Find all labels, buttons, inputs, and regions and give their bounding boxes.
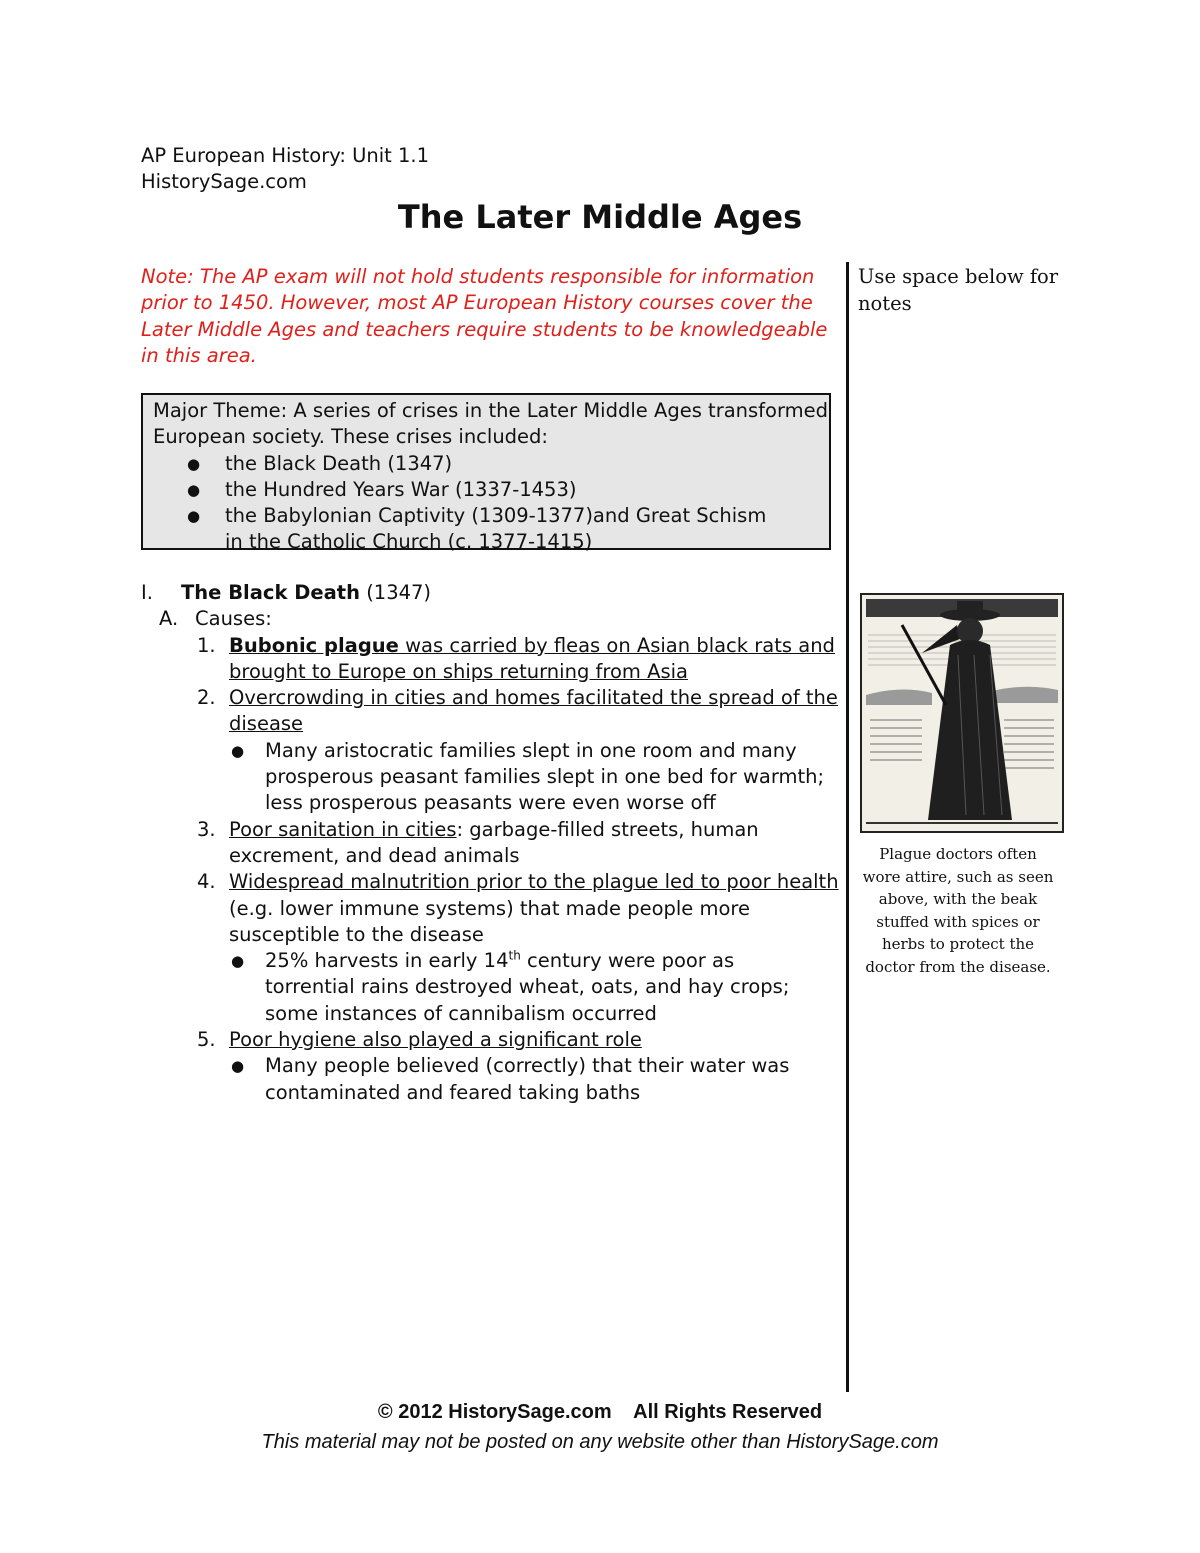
cause-rest: (e.g. lower immune systems) that made people more susceptible to the disease: [229, 896, 750, 946]
list-item: ● the Hundred Years War (1337-1453): [153, 477, 829, 503]
section-title: The Black Death: [181, 581, 360, 604]
list-item: [141, 738, 825, 817]
course-line: AP European History: Unit 1.1: [141, 144, 430, 167]
subsection-title: Causes:: [195, 607, 272, 631]
outline: [141, 580, 841, 1106]
section-number: I.: [141, 581, 153, 604]
theme-intro: Major Theme: A series of crises in the Later Middle Ages transformed European society. These crises included:: [153, 399, 829, 449]
cause-detail: Many aristocratic families slept in one room and many prosperous peasant families slept in one bed for warmth; less prosperous peasants were even worse off: [265, 738, 825, 815]
bullet-icon: ●: [231, 741, 245, 760]
cause-lead: Widespread malnutrition prior to the plague led to poor health: [229, 870, 839, 894]
list-item: ● the Babylonian Captivity (1309-1377)and Great Schism in the Catholic Church (c. 1377-1415): [187, 504, 767, 554]
list-item: 2. Overcrowding in cities and homes facilitated the spread of the disease: [197, 686, 838, 736]
plague-doctor-illustration: [862, 595, 1062, 831]
list-item: 4. Widespread malnutrition prior to the plague led to poor health (e.g. lower immune systems) that made people more susceptible to the disease: [197, 870, 839, 946]
cause-rest: was carried by fleas on Asian black rats and brought to Europe on ships returning from Asia: [229, 633, 835, 683]
subsection-letter: A.: [159, 607, 179, 631]
copyright-line: © 2012 HistorySage.com All Rights Reserved: [377, 1401, 823, 1423]
page-title: The Later Middle Ages: [397, 198, 803, 236]
cause-rest: : garbage-filled streets, human excrement, and dead animals: [229, 817, 759, 867]
section-heading: [141, 580, 841, 606]
section-year: (1347): [366, 581, 432, 604]
image-caption: Plague doctors often wore attire, such as seen above, with the beak stuffed with spices or herbs to protect the doctor from the disease.: [862, 845, 1054, 976]
cause-text: Overcrowding in cities and homes facilitated the spread of the disease: [229, 686, 838, 736]
bullet-icon: ●: [187, 480, 201, 499]
list-item: ● 25% harvests in early 14th century were poor as torrential rains destroyed wheat, oats, and hay crops; some instances of cannibalism occurred: [231, 948, 790, 1025]
bullet-icon: ●: [187, 507, 201, 526]
plague-doctor-image: [860, 593, 1064, 833]
notes-hint: Use space below for notes: [858, 265, 1059, 315]
list-item: [141, 1053, 825, 1106]
list-item: 3. Poor sanitation in cities: garbage-filled streets, human excrement, and dead animals: [197, 817, 759, 867]
site-line: HistorySage.com: [141, 170, 307, 193]
column-divider: [846, 262, 849, 1392]
exam-note: Note: The AP exam will not hold students responsible for information prior to 1450. However, most AP European History courses cover the Later Middle Ages and teachers require students to be knowledgeable in this area.: [141, 265, 828, 367]
cause-lead: Bubonic plague: [229, 633, 399, 657]
theme-list: [153, 451, 829, 556]
list-item: ● the Black Death (1347): [153, 451, 829, 477]
list-item: 1. Bubonic plague was carried by fleas on Asian black rats and brought to Europe on ships returning from Asia: [197, 633, 835, 683]
major-theme-box: [141, 393, 831, 554]
list-item: 5. Poor hygiene also played a significant role: [197, 1028, 642, 1052]
cause-detail: Many people believed (correctly) that their water was contaminated and feared taking baths: [265, 1054, 790, 1104]
bullet-icon: ●: [231, 1057, 245, 1076]
usage-notice: This material may not be posted on any website other than HistorySage.com: [261, 1431, 939, 1453]
subsection-heading: [141, 606, 841, 632]
cause-text: Poor hygiene also played a significant role: [229, 1028, 642, 1052]
bullet-icon: ●: [187, 454, 201, 473]
cause-lead: Poor sanitation in cities: [229, 817, 457, 841]
bullet-icon: ●: [231, 952, 245, 971]
